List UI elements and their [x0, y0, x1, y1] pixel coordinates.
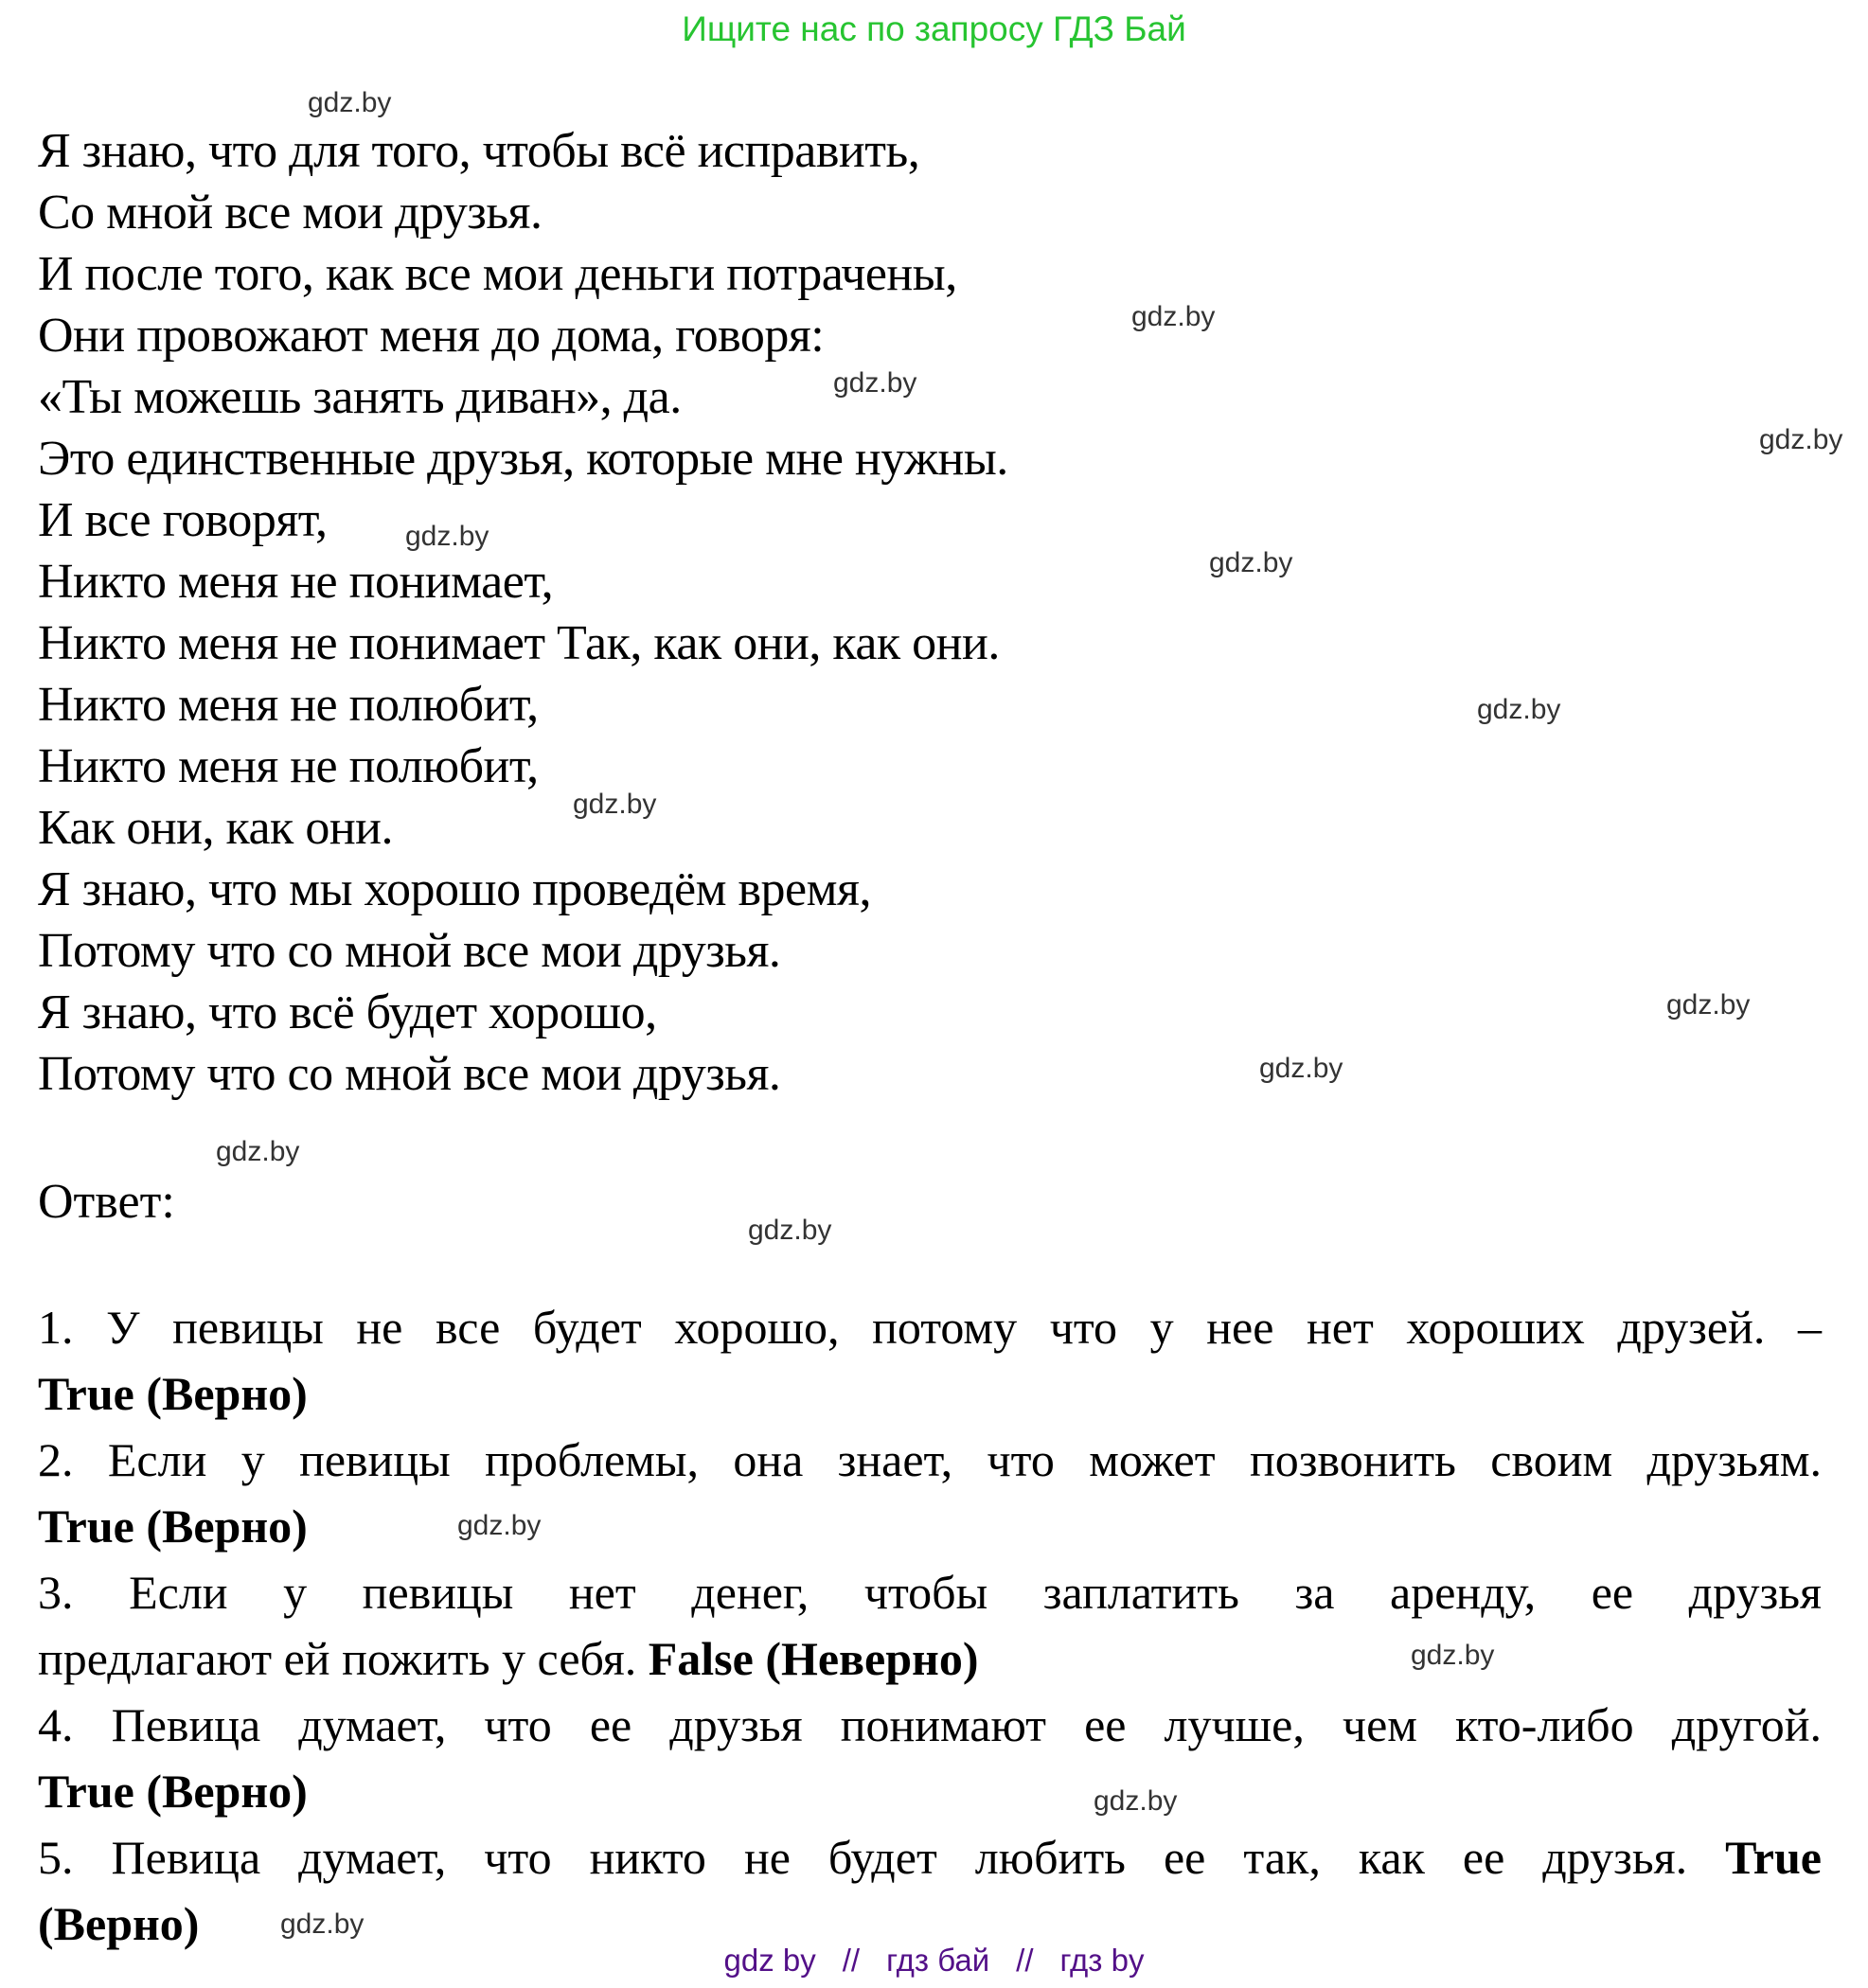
answer-line-3-continued: [38, 1630, 1822, 1687]
lyric-line: Я знаю, что всё будет хорошо,: [38, 985, 657, 1039]
footer-text-gdz-by: гдз by: [1059, 1943, 1145, 1978]
footer-text-gdz-by-latin: gdz by: [723, 1943, 816, 1978]
answer-verdict-5-continued: (Верно): [38, 1897, 200, 1950]
lyric-line: Со мной все мои друзья.: [38, 186, 543, 240]
footer-separator: //: [1016, 1943, 1034, 1978]
lyric-line: Они провожают меня до дома, говоря:: [38, 309, 825, 363]
gdz-watermark: gdz.by: [1209, 547, 1293, 578]
gdz-watermark: gdz.by: [833, 367, 917, 399]
lyric-line: Никто меня не полюбит,: [38, 739, 539, 793]
page-footer: [0, 1943, 1868, 1979]
answer-verdict-4: True (Верно): [38, 1765, 308, 1818]
lyric-line: Я знаю, что для того, чтобы всё исправить,: [38, 124, 920, 178]
answer-verdict-1: True (Верно): [38, 1367, 308, 1420]
promo-banner: Ищите нас по запросу ГДЗ Бай: [682, 9, 1186, 48]
answer-verdict-3: False (Неверно): [648, 1632, 979, 1685]
footer-separator: //: [842, 1943, 861, 1978]
gdz-watermark: gdz.by: [748, 1215, 832, 1246]
gdz-watermark: gdz.by: [308, 87, 392, 118]
gdz-watermark: gdz.by: [1759, 424, 1843, 455]
answer-text: предлагают ей пожить у себя.: [38, 1632, 649, 1685]
lyric-line: Никто меня не понимает,: [38, 555, 554, 609]
lyric-line: Это единственные друзья, которые мне нужны.: [38, 432, 1008, 486]
lyric-line: Потому что со мной все мои друзья.: [38, 1047, 781, 1101]
answer-heading: Ответ:: [38, 1175, 175, 1229]
answer-text: 5. Певица думает, что никто не будет любить ее так, как ее друзья.: [38, 1831, 1726, 1884]
answer-verdict-5: True: [1725, 1831, 1822, 1884]
lyric-line: Я знаю, что мы хорошо проведём время,: [38, 862, 871, 916]
answer-line-5: [38, 1829, 1822, 1886]
gdz-watermark: gdz.by: [573, 789, 657, 820]
answer-verdict-2: True (Верно): [38, 1500, 308, 1553]
gdz-watermark: gdz.by: [280, 1908, 365, 1940]
footer-text-gdz-bai: гдз бай: [886, 1943, 990, 1978]
gdz-watermark: gdz.by: [1259, 1053, 1343, 1084]
lyric-line: Никто меня не понимает Так, как они, как они.: [38, 616, 1000, 670]
lyric-line: Как они, как они.: [38, 801, 393, 855]
gdz-watermark: gdz.by: [1477, 694, 1561, 725]
lyric-line: «Ты можешь занять диван», да.: [38, 370, 682, 424]
gdz-watermark: gdz.by: [1666, 989, 1751, 1021]
gdz-watermark: gdz.by: [1094, 1785, 1178, 1817]
lyric-line: И все говорят,: [38, 493, 328, 547]
lyric-line: Потому что со мной все мои друзья.: [38, 924, 781, 978]
gdz-watermark: gdz.by: [405, 521, 489, 552]
answer-line-3: 3. Если у певицы нет денег, чтобы заплатить за аренду, ее друзья: [38, 1566, 1822, 1619]
answer-line-1: 1. У певицы не все будет хорошо, потому что у нее нет хороших друзей. –: [38, 1301, 1822, 1354]
gdz-watermark: gdz.by: [1411, 1640, 1495, 1671]
lyric-line: И после того, как все мои деньги потрачены,: [38, 247, 957, 301]
lyric-line: Никто меня не полюбит,: [38, 678, 539, 732]
gdz-watermark: gdz.by: [457, 1510, 542, 1541]
gdz-watermark: gdz.by: [1131, 301, 1216, 332]
gdz-watermark: gdz.by: [216, 1136, 300, 1167]
answer-line-4: 4. Певица думает, что ее друзья понимают ее лучше, чем кто-либо другой.: [38, 1698, 1822, 1751]
answer-line-2: 2. Если у певицы проблемы, она знает, что может позвонить своим друзьям.: [38, 1433, 1822, 1486]
